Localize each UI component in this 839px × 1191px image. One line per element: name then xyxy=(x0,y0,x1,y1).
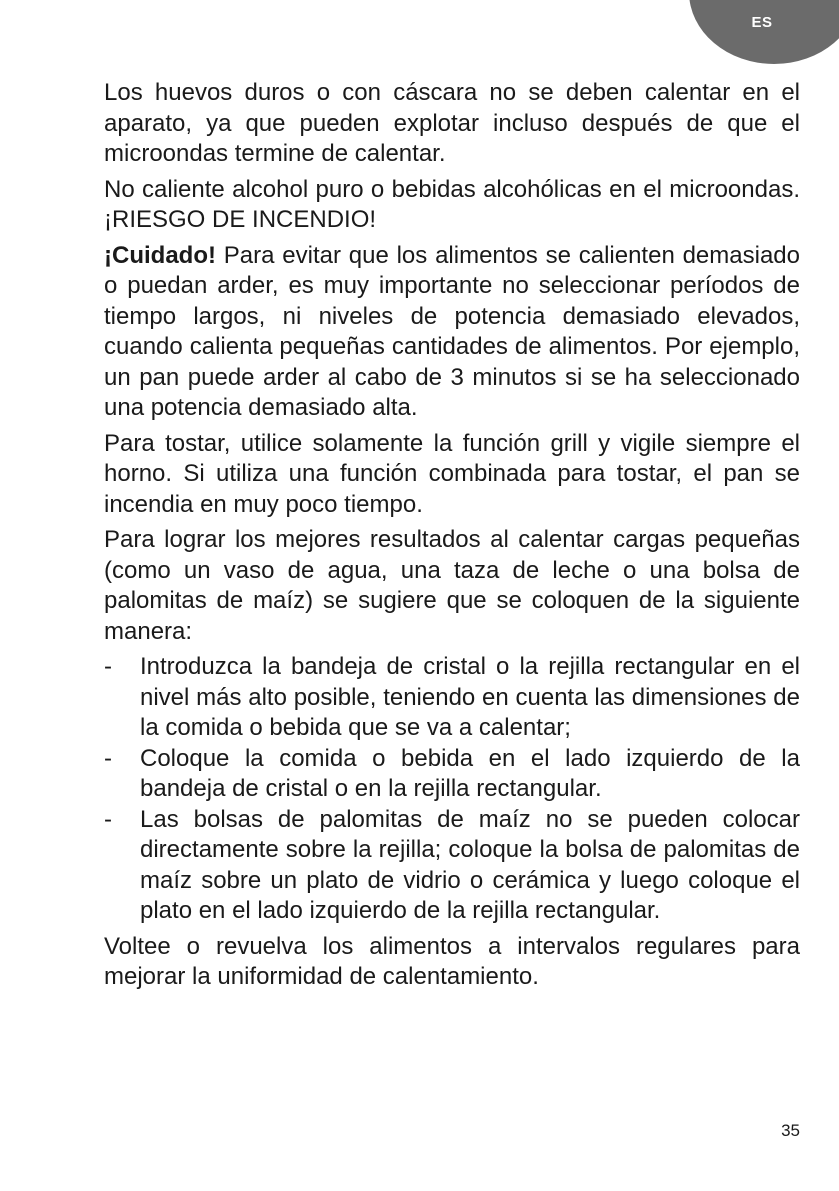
caution-lead: ¡Cuidado! xyxy=(104,241,216,269)
page-content xyxy=(104,78,800,998)
paragraph-stirring: Voltee o revuelva los alimentos a intervalos regulares para mejorar la uniformidad de calentamiento. xyxy=(104,932,800,990)
language-tab xyxy=(689,0,839,64)
placement-list xyxy=(104,652,800,927)
list-item xyxy=(104,652,800,744)
list-bullet: - xyxy=(104,653,112,680)
page-number: 35 xyxy=(781,1121,800,1140)
list-item-text: Coloque la comida o bebida en el lado izquierdo de la bandeja de cristal o en la rejilla rectangular. xyxy=(140,744,800,802)
list-item xyxy=(104,805,800,927)
list-item-text: Introduzca la bandeja de cristal o la rejilla rectangular en el nivel más alto posible, teniendo en cuenta las dimensiones de la comida o bebida que se va a calentar; xyxy=(140,653,800,741)
list-item xyxy=(104,744,800,805)
paragraph-small-loads: Para lograr los mejores resultados al calentar cargas pequeñas (como un vaso de agua, una taza de leche o una bolsa de palomitas de maíz) se sugiere que se coloquen de la siguiente manera: xyxy=(104,526,800,645)
list-bullet: - xyxy=(104,805,112,833)
paragraph-toasting: Para tostar, utilice solamente la función grill y vigile siempre el horno. Si utiliza una función combinada para tostar, el pan se incendia en muy poco tiempo. xyxy=(104,429,800,518)
paragraph-alcohol: No caliente alcohol puro o bebidas alcohólicas en el microondas. ¡RIESGO DE INCENDIO! xyxy=(104,175,800,233)
paragraph-eggs: Los huevos duros o con cáscara no se deben calentar en el aparato, ya que pueden explotar incluso después de que el microondas termine de calentar. xyxy=(104,79,800,167)
list-bullet: - xyxy=(104,744,112,772)
caution-text: Para evitar que los alimentos se calienten demasiado o puedan arder, es muy importante no seleccionar períodos de tiempo largos, ni niveles de potencia demasiado elevados, cuando calienta pequeñas cantidades de alimentos. Por ejemplo, un pan puede arder al cabo de 3 minutos si se ha seleccionado una potencia demasiado alta. xyxy=(104,241,800,421)
language-label: ES xyxy=(751,14,773,31)
paragraph-caution xyxy=(104,241,800,424)
list-item-text: Las bolsas de palomitas de maíz no se pueden colocar directamente sobre la rejilla; coloque la bolsa de palomitas de maíz sobre un plato de vidrio o cerámica y luego coloque el plato en el lado izquierdo de la rejilla rectangular. xyxy=(140,805,800,924)
